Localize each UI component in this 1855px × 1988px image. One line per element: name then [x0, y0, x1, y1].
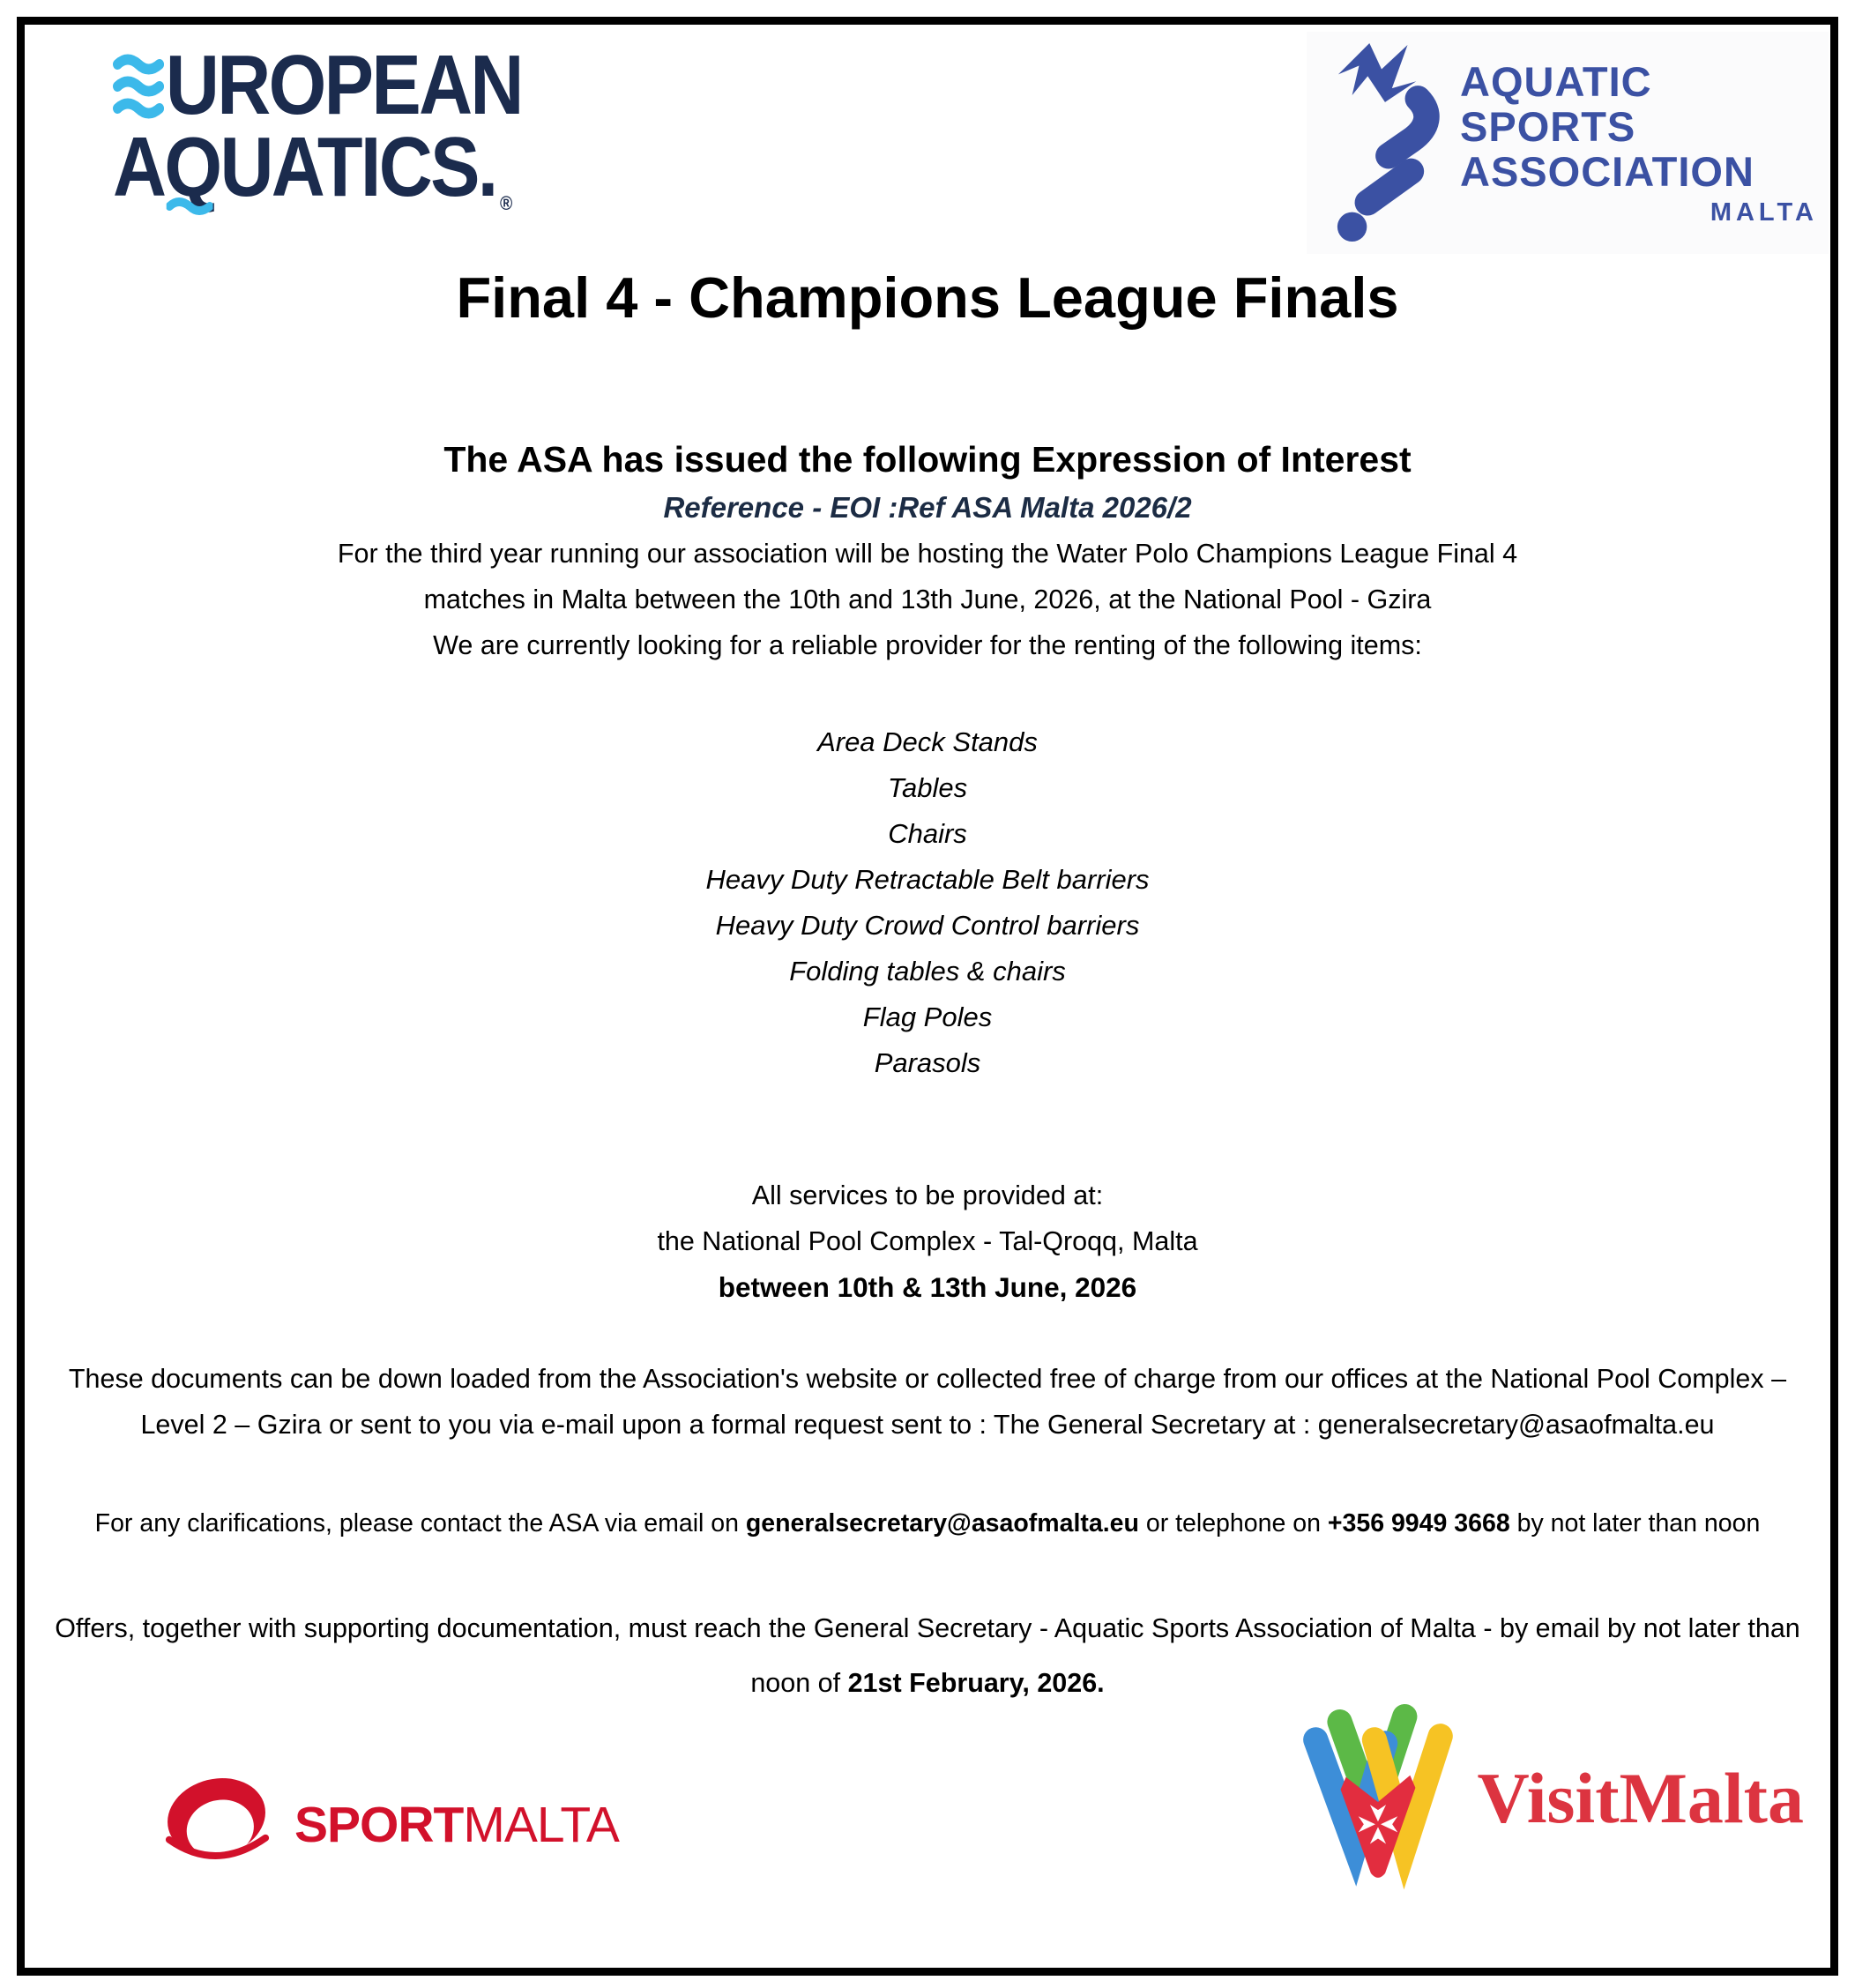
list-item: Area Deck Stands [817, 726, 1038, 757]
services-line: the National Pool Complex - Tal-Qroqq, Malta [657, 1226, 1198, 1256]
contact-phone: +356 9949 3668 [1327, 1509, 1510, 1538]
list-item: Heavy Duty Crowd Control barriers [715, 910, 1140, 941]
q-wave-icon [167, 196, 213, 215]
services-location-block [25, 1173, 1830, 1310]
asa-logo-text [1460, 59, 1818, 227]
clarifications-line: For any clarifications, please contact the ASA via email on generalsecretary@asaofmalta.eu or telephone on +356 9949 3668 by not later than noon [94, 1509, 1761, 1538]
documents-paragraph: These documents can be down loaded from the Association's website or collected free of charge from our offices at the National Pool Complex – Level 2 – Gzira or sent to you via e-mail upon a formal request sent to : The General Secretary at : generalsecretary@asaofmalta.eu [68, 1364, 1787, 1440]
european-aquatics-logo [113, 38, 522, 244]
list-item: Tables [887, 772, 968, 803]
european-aquatics-line2: AQ UATICS. ® [113, 126, 522, 244]
rental-items-list [25, 719, 1830, 1086]
eoi-heading: The ASA has issued the following Expression of Interest [443, 439, 1412, 480]
intro-line: matches in Malta between the 10th and 13th June, 2026, at the National Pool - Gzira [423, 584, 1432, 614]
eoi-reference: Reference - EOI :Ref ASA Malta 2026/2 [663, 491, 1192, 524]
services-line: All services to be provided at: [751, 1180, 1104, 1210]
asa-word-malta: MALTA [1710, 197, 1818, 227]
intro-line: For the third year running our association will be hosting the Water Polo Champions League Final 4 [337, 539, 1518, 569]
visitmalta-v-icon [1291, 1698, 1469, 1899]
waves-icon [113, 54, 164, 119]
sportmalta-wordmark: SPORTMALTA [294, 1797, 619, 1853]
intro-line: We are currently looking for a reliable provider for the renting of the following items: [433, 630, 1422, 660]
european-aquatics-word1: UROPEAN [165, 38, 522, 132]
list-item: Parasols [874, 1047, 981, 1078]
offers-deadline: 21st February, 2026. [847, 1668, 1105, 1698]
list-item: Flag Poles [862, 1001, 993, 1032]
contact-email: generalsecretary@asaofmalta.eu [745, 1509, 1139, 1538]
asa-word-association: ASSOCIATION [1460, 147, 1754, 195]
sportmalta-logo [157, 1768, 619, 1881]
asa-word-sports: SPORTS [1460, 102, 1636, 150]
visitmalta-logo [1291, 1698, 1804, 1899]
list-item: Folding tables & chairs [789, 956, 1066, 987]
services-dates: between 10th & 13th June, 2026 [718, 1271, 1137, 1303]
asa-malta-logo [1307, 32, 1829, 254]
list-item: Heavy Duty Retractable Belt barriers [705, 864, 1150, 895]
asa-swimmer-icon [1317, 43, 1448, 242]
document-page [17, 17, 1838, 1976]
list-item: Chairs [888, 818, 967, 849]
intro-paragraph [25, 531, 1830, 668]
registered-mark: ® [500, 192, 513, 214]
q-with-wave: Q [164, 120, 220, 214]
sportmalta-ball-icon [157, 1768, 277, 1881]
european-aquatics-line1 [113, 38, 522, 132]
asa-word-aquatic: AQUATIC [1460, 57, 1652, 105]
visitmalta-wordmark: VisitMalta [1477, 1758, 1804, 1838]
page-title: Final 4 - Champions League Finals [456, 265, 1399, 330]
offers-paragraph: Offers, together with supporting documentation, must reach the General Secretary - Aquatic Sports Association of Malta - by email by not later than noon of 21st February, 2026. [55, 1613, 1800, 1698]
